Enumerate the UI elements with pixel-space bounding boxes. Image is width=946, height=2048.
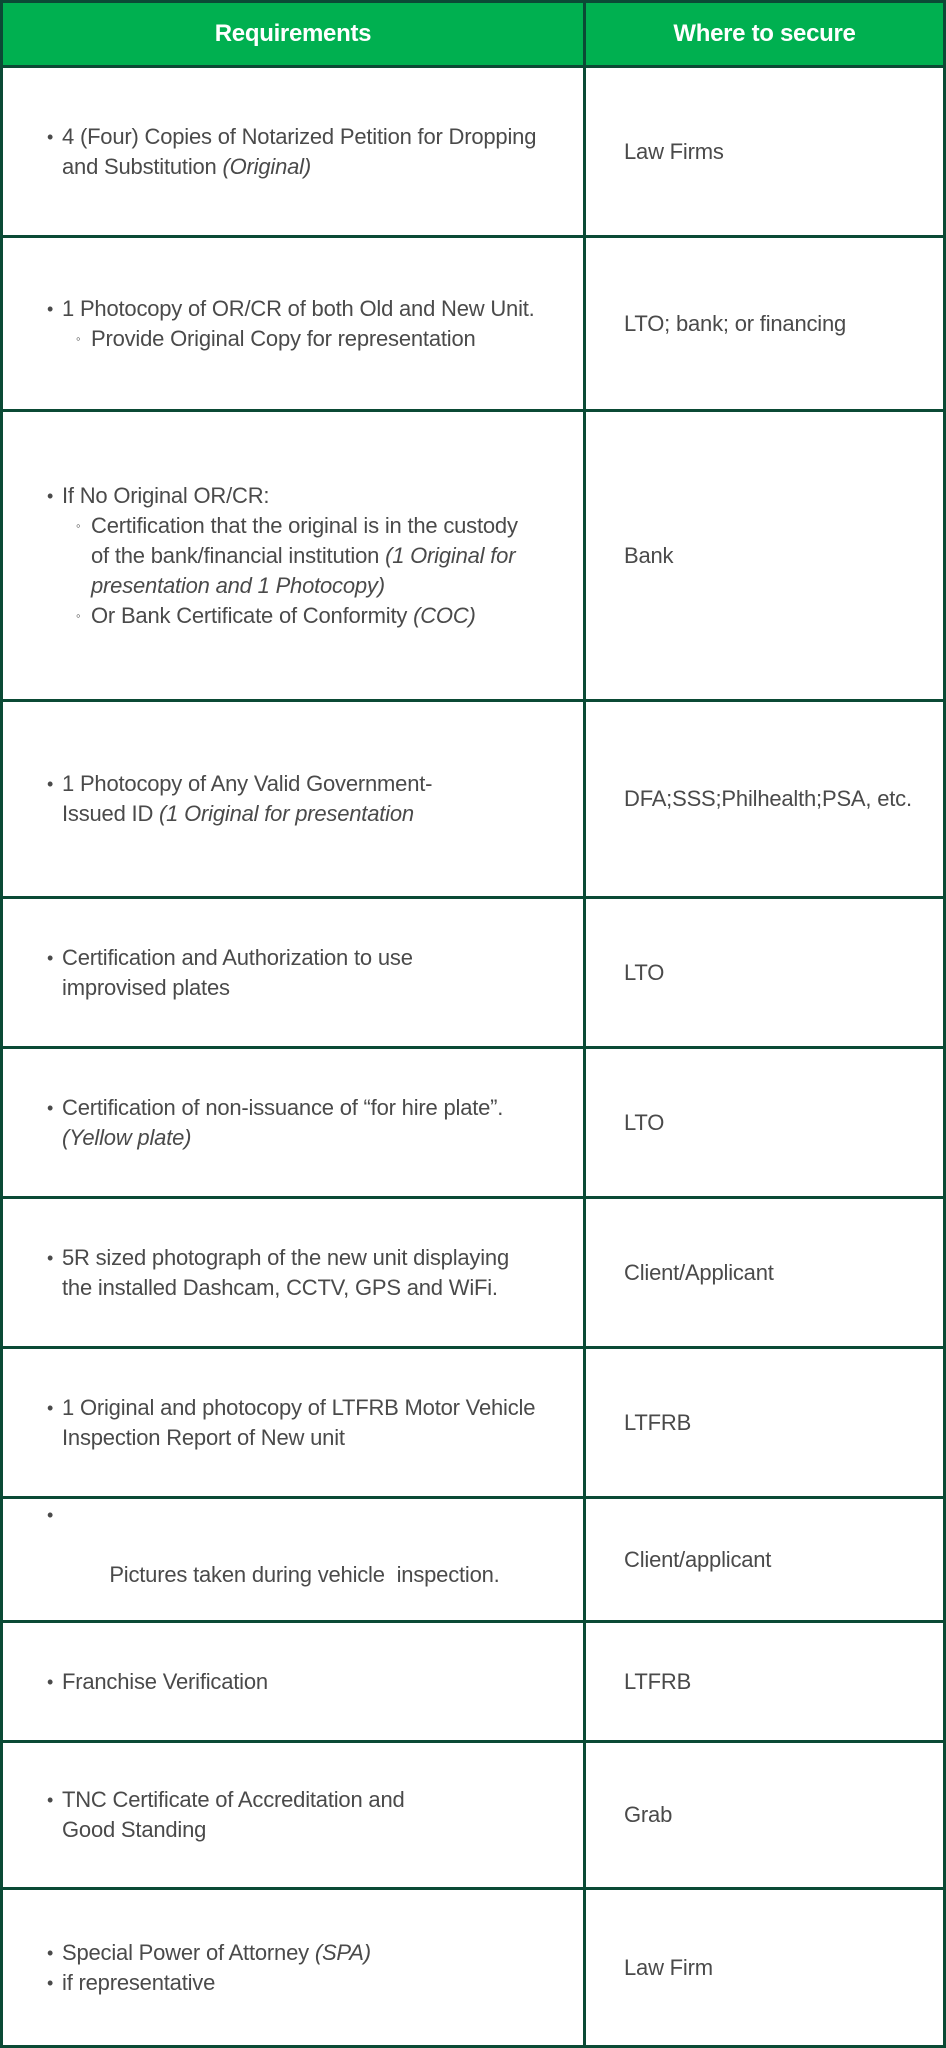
requirement-text: if representative: [62, 1969, 216, 1995]
source-text: DFA;SSS;Philhealth;PSA, etc.: [624, 786, 912, 811]
requirement-cell: [3, 1623, 586, 1740]
requirement-cell: [3, 412, 586, 699]
source-text: LTFRB: [624, 1668, 692, 1694]
table-row: [3, 1349, 943, 1499]
requirement-text: If No Original OR/CR:: [62, 482, 270, 508]
requirement-cell: [3, 1743, 586, 1887]
requirement-cell: [3, 68, 586, 235]
bullet-icon: •: [47, 1942, 54, 1963]
requirement-note: (COC): [413, 602, 476, 628]
header-where-to-secure: [586, 3, 943, 65]
source-cell: [586, 412, 943, 699]
source-cell: [586, 238, 943, 409]
requirement-item: [47, 1243, 533, 1303]
header-where-to-secure-label: Where to secure: [673, 20, 856, 47]
bullet-icon: •: [47, 1397, 54, 1418]
bullet-icon: •: [47, 1247, 54, 1268]
source-cell: [586, 1199, 943, 1346]
requirement-item: [47, 1968, 371, 1998]
requirement-item: [47, 1667, 268, 1697]
bullet-icon: •: [47, 1790, 54, 1810]
header-requirements: [3, 3, 586, 65]
requirement-note: (Original): [222, 153, 311, 179]
requirement-item: [47, 1785, 433, 1845]
requirement-item: [47, 294, 535, 324]
table-row: [3, 412, 943, 702]
bullet-icon: •: [47, 1671, 54, 1692]
requirement-item: [47, 943, 433, 1003]
bullet-icon: •: [47, 298, 54, 319]
bullet-icon: •: [47, 1097, 54, 1118]
table-row: [3, 1499, 943, 1623]
source-cell: [586, 702, 943, 896]
bullet-icon: •: [47, 1972, 54, 1993]
source-text: Grab: [624, 1802, 673, 1827]
requirement-cell: [3, 1890, 586, 2045]
source-cell: [586, 68, 943, 235]
sub-bullet-icon: ◦: [76, 330, 81, 346]
requirement-text: Certification of non-issuance of “for hire plate”.: [62, 1094, 504, 1120]
requirement-subitem: [47, 511, 563, 601]
requirement-note: (1 Original for presentation: [159, 801, 414, 826]
table-row: [3, 1199, 943, 1349]
source-text: LTO: [624, 959, 665, 985]
source-cell: [586, 1623, 943, 1740]
source-text: Client/Applicant: [624, 1259, 774, 1285]
bullet-icon: •: [47, 947, 54, 968]
source-cell: [586, 1499, 943, 1620]
requirement-item: [47, 122, 563, 182]
table-row: [3, 68, 943, 238]
requirement-item: [47, 1093, 533, 1153]
requirement-subitem: [47, 324, 535, 354]
source-cell: [586, 1890, 943, 2045]
source-cell: [586, 1349, 943, 1496]
requirement-cell: [3, 1349, 586, 1496]
table-row: [3, 1743, 943, 1890]
requirement-text: Pictures taken during vehicle inspection.: [109, 1561, 500, 1587]
requirement-cell: [3, 1499, 586, 1620]
requirement-text: 1 Photocopy of OR/CR of both Old and New Unit.: [62, 295, 535, 321]
source-text: Client/applicant: [624, 1546, 772, 1572]
source-text: LTO: [624, 1109, 665, 1135]
source-text: LTO; bank; or financing: [624, 310, 847, 336]
requirement-text: TNC Certificate of Accreditation and Good Standing: [62, 1787, 405, 1842]
table-row: [3, 1890, 943, 2045]
requirement-text: 4 (Four) Copies of Notarized Petition for Dropping and Substitution: [62, 123, 537, 179]
requirement-text: Special Power of Attorney: [62, 1939, 315, 1965]
header-requirements-label: Requirements: [214, 20, 372, 47]
source-text: LTFRB: [624, 1409, 692, 1435]
requirement-subtext: Or Bank Certificate of Conformity: [91, 602, 414, 628]
source-text: Law Firm: [624, 1954, 713, 1980]
sub-bullet-icon: ◦: [76, 607, 81, 623]
sub-bullet-icon: ◦: [76, 517, 81, 533]
requirement-item: [47, 769, 493, 829]
requirement-cell: [3, 1049, 586, 1196]
requirement-cell: [3, 1199, 586, 1346]
table-row: [3, 1623, 943, 1743]
requirement-item: [47, 1938, 371, 1968]
requirement-note: (1 Original for presentation and 1 Photocopy): [91, 542, 516, 598]
requirement-subtext: Provide Original Copy for representation: [91, 325, 476, 351]
requirement-text: 1 Photocopy of Any Valid Government-Issued ID: [62, 771, 433, 826]
requirement-text: 5R sized photograph of the new unit displaying the installed Dashcam, CCTV, GPS and WiFi.: [62, 1244, 509, 1300]
requirement-text: Franchise Verification: [62, 1668, 268, 1694]
requirement-cell: [3, 899, 586, 1046]
requirement-note: (Yellow plate): [62, 1124, 192, 1150]
requirement-text: 1 Original and photocopy of LTFRB Motor Vehicle Inspection Report of New unit: [62, 1394, 536, 1450]
bullet-icon: •: [47, 126, 54, 147]
table-row: [3, 702, 943, 899]
bullet-icon: •: [47, 485, 54, 506]
requirement-item: [47, 1393, 553, 1453]
requirement-subtext: Certification that the original is in the custody of the bank/financial institution: [91, 512, 518, 568]
table-header-row: [3, 3, 943, 68]
bullet-icon: •: [47, 1504, 54, 1525]
source-text: Bank: [624, 542, 674, 568]
source-cell: [586, 1743, 943, 1887]
requirement-text: Certification and Authorization to use improvised plates: [62, 944, 413, 1000]
source-cell: [586, 899, 943, 1046]
requirement-item: [47, 1500, 500, 1620]
table-row: [3, 899, 943, 1049]
table-row: [3, 238, 943, 412]
source-cell: [586, 1049, 943, 1196]
table-row: [3, 1049, 943, 1199]
bullet-icon: •: [47, 774, 54, 794]
source-text: Law Firms: [624, 138, 724, 164]
requirement-cell: [3, 702, 586, 896]
requirement-item: [47, 481, 563, 511]
requirement-note: (SPA): [314, 1939, 371, 1965]
requirement-subitem: [47, 601, 563, 631]
requirement-cell: [3, 238, 586, 409]
